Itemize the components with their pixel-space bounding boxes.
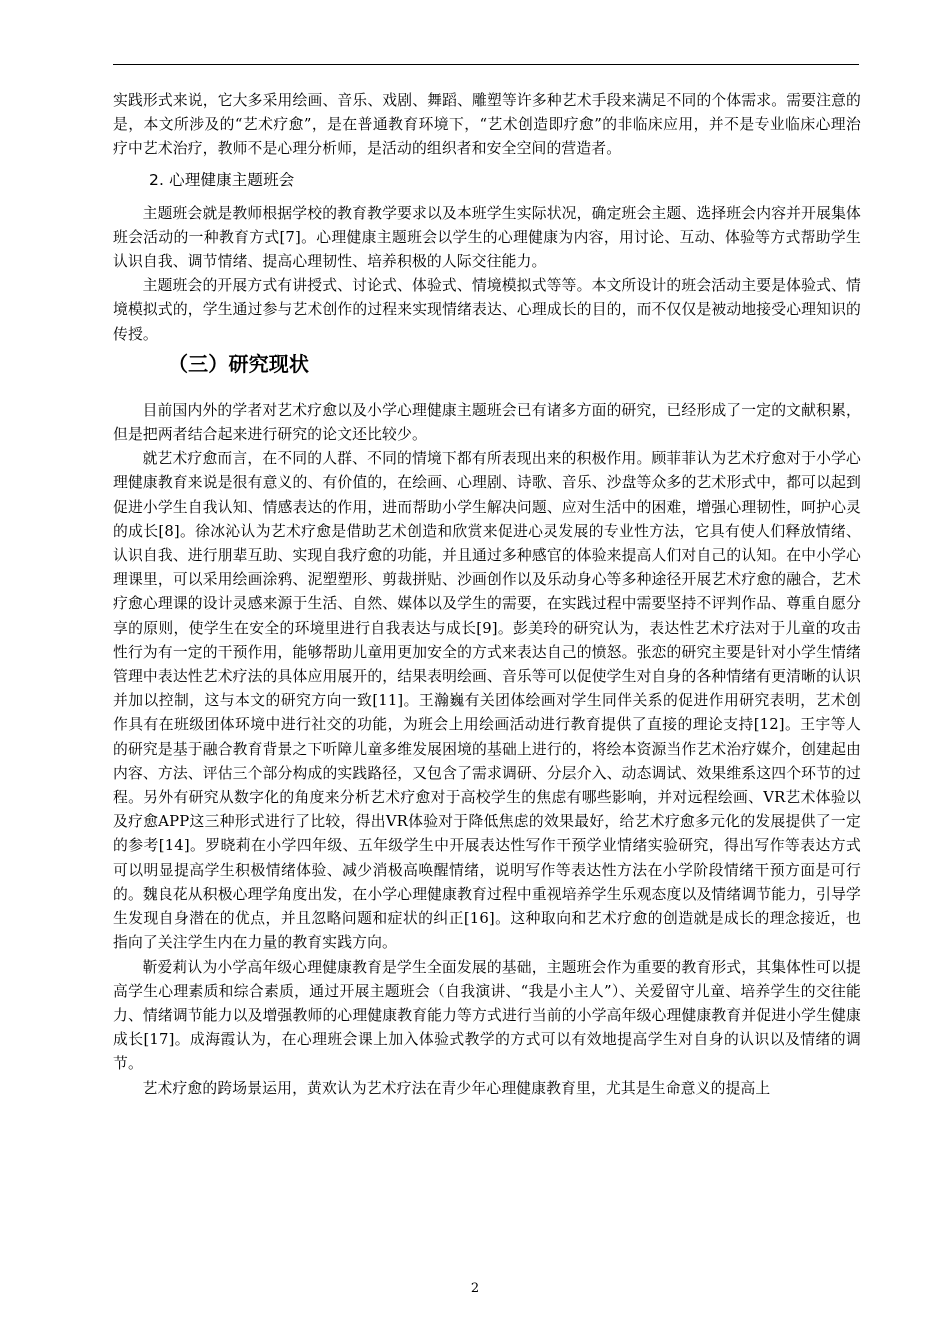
section-heading: （三）研究现状 — [168, 351, 310, 376]
subsection-heading: 2. 心理健康主题班会 — [149, 170, 295, 189]
paragraph: 靳爱莉认为小学高年级心理健康教育是学生全面发展的基础，主题班会作为重要的教育形式，其集体性可以提高学生心理素质和综合素质，通过开展主题班会（自我演讲、“我是小主人”）、关爱留守儿童、培养学生的交往能力、情绪调节能力以及增强教师的心理健康教育能力等方式进行当前的小学高年级心理健康教育并促进小学生健康成长[17]。成海霞认为，在心理班会课上加入体验式教学的方式可以有效地提高学生对自身的认识以及情绪的调节。 — [113, 958, 861, 1073]
paragraph-continuation: 实践形式来说，它大多采用绘画、音乐、戏剧、舞蹈、雕塑等许多种艺术手段来满足不同的个体需求。需要注意的是，本文所涉及的“艺术疗愈”，是在普通教育环境下，“艺术创造即疗愈”的非临床应用，并不是专业临床心理治疗中艺术治疗，教师不是心理分析师，是活动的组织者和安全空间的营造者。 — [113, 92, 861, 158]
page-number: 2 — [470, 1281, 480, 1296]
paragraph: 就艺术疗愈而言，在不同的人群、不同的情境下都有所表现出来的积极作用。顾菲菲认为艺术疗愈对于小学心理健康教育来说是很有意义的、有价值的，在绘画、心理剧、诗歌、音乐、沙盘等众多的艺术形式中，都可以起到促进小学生自我认知、情感表达的作用，进而帮助小学生解决问题、应对生活中的困难，增强心理韧性，呵护心灵的成长[8]。徐冰沁认为艺术疗愈是借助艺术创造和欣赏来促进心灵发展的专业性方法，它具有使人们释放情绪、认识自我、进行朋辈互助、实现自我疗愈的功能，并且通过多种感官的体验来提高人们对自己的认知。在中小学心理课里，可以采用绘画涂鸦、泥塑塑形、剪裁拼贴、沙画创作以及乐动身心等多种途径开展艺术疗愈的融合，艺术疗愈心理课的设计灵感来源于生活、自然、媒体以及学生的需要，在实践过程中需要坚持不评判作品、尊重自愿分享的原则，使学生在安全的环境里进行自我表达与成长[9]。彭美玲的研究认为，表达性艺术疗法对于儿童的攻击性行为有一定的干预作用，能够帮助儿童用更加安全的方式来表达自己的愤怒。张恋的研究主要是针对小学生情绪管理中表达性艺术疗法的具体应用展开的，结果表明绘画、音乐等可以促使学生对自身的各种情绪有更清晰的认识并加以控制，这与本文的研究方向一致[11]。王瀚巍有关团体绘画对学生同伴关系的促进作用研究表明，艺术创作具有在班级团体环境中进行社交的功能，为班会上用绘画活动进行教育提供了直接的理论支持[12]。王宇等人的研究是基于融合教育背景之下听障儿童多维发展困境的基础上进行的，将绘本资源当作艺术治疗媒介，创建起由内容、方法、评估三个部分构成的实践路径，又包含了需求调研、分层介入、动态调试、效果维系这四个环节的过程。另外有研究从数字化的角度来分析艺术疗愈对于高校学生的焦虑有哪些影响，并对远程绘画、VR艺术体验以及疗愈APP这三种形式进行了比较，得出VR体验对于降低焦虑的效果最好，给艺术疗愈多元化的发展提供了一定的参考[14]。罗晓莉在小学四年级、五年级学生中开展表达性写作干预学业情绪实验研究，得出写作等表达方式可以明显提高学生积极情绪体验、减少消极高唤醒情绪，说明写作等表达性方法在小学阶段情绪干预方面是可行的。魏良花从积极心理学角度出发，在小学心理健康教育过程中重视培养学生乐观态度以及情绪调节能力，引导学生发现自身潜在的优点，并且忽略问题和症状的纠正[16]。这种取向和艺术疗愈的创造就是成长的理念接近，也指向了关注学生内在力量的教育实践方向。 — [113, 450, 861, 952]
paragraph: 主题班会就是教师根据学校的教育教学要求以及本班学生实际状况，确定班会主题、选择班会内容并开展集体班会活动的一种教育方式[7]。心理健康主题班会以学生的心理健康为内容，用讨论、互动、体验等方式帮助学生认识自我、调节情绪、提高心理韧性、培养积极的人际交往能力。 — [113, 204, 861, 271]
paragraph: 目前国内外的学者对艺术疗愈以及小学心理健康主题班会已有诸多方面的研究，已经形成了一定的文献积累，但是把两者结合起来进行研究的论文还比较少。 — [113, 401, 861, 444]
paragraph: 主题班会的开展方式有讲授式、讨论式、体验式、情境模拟式等等。本文所设计的班会活动主要是体验式、情境模拟式的，学生通过参与艺术创作的过程来实现情绪表达、心理成长的目的，而不仅仅是被动地接受心理知识的传授。 — [113, 277, 861, 343]
paragraph: 艺术疗愈的跨场景运用，黄欢认为艺术疗法在青少年心理健康教育里，尤其是生命意义的提高上 — [142, 1079, 771, 1097]
document-body — [113, 89, 861, 1101]
header-rule — [113, 64, 859, 65]
